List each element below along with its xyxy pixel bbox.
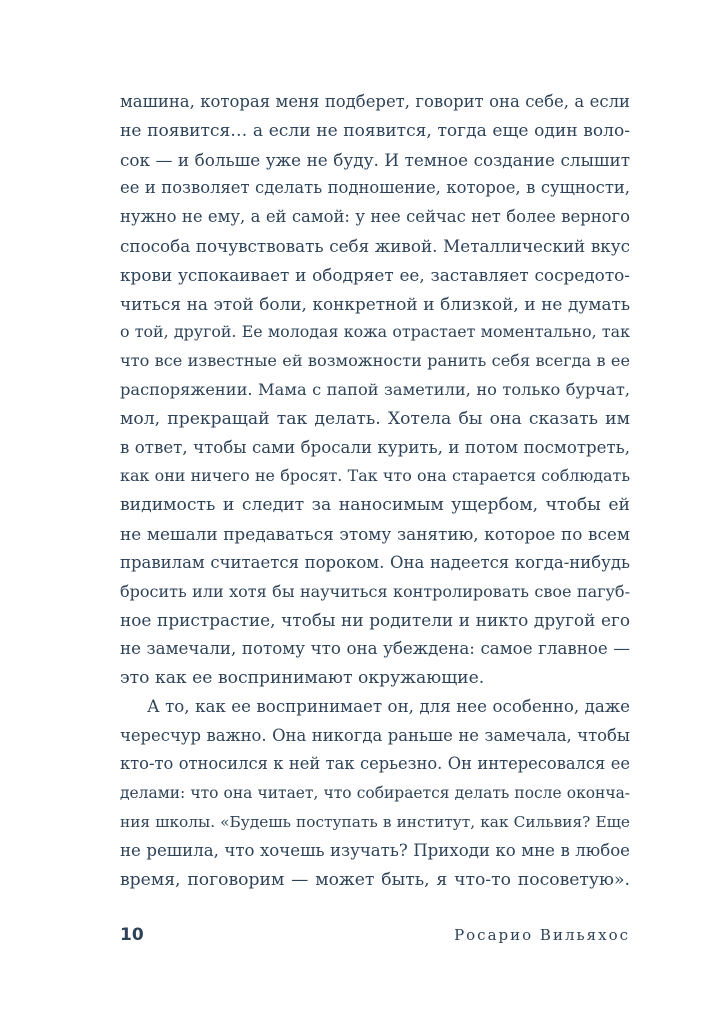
- text-line: это как ее воспринимают окружающие.: [120, 667, 485, 688]
- text-line: время, поговорим — может быть, я что-то посоветую».: [120, 869, 630, 890]
- text-line: не появится… а если не появится, тогда еще один воло-: [120, 120, 630, 141]
- text-line: в ответ, чтобы сами бросали курить, и потом посмотреть,: [120, 437, 630, 457]
- body-text: [120, 88, 630, 894]
- text-line: о той, другой. Ее молодая кожа отрастает моментально, так: [120, 322, 630, 342]
- text-line: не мешали предаваться этому занятию, которое по всем: [120, 523, 630, 544]
- text-line: видимость и следит за наносимым ущербом, чтобы ей: [120, 495, 630, 516]
- text-line: бросить или хотя бы научиться контролировать свое пагуб-: [120, 581, 630, 601]
- text-line: мол, прекращай так делать. Хотела бы она сказать им: [120, 408, 630, 429]
- text-line: не замечали, потому что она убеждена: самое главное —: [120, 639, 630, 659]
- paragraph-1: [120, 88, 630, 693]
- text-line: кто-то относился к ней так серьезно. Он интересовался ее: [120, 754, 630, 774]
- text-line: машина, которая меня подберет, говорит она себе, а если: [120, 92, 630, 111]
- text-line: не решила, что хочешь изучать? Приходи ко мне в любое: [120, 840, 630, 860]
- text-line: что все известные ей возможности ранить себя всегда в ее: [120, 351, 630, 371]
- text-line: ния школы. «Будешь поступать в институт, как Сильвия? Еще: [120, 812, 630, 831]
- text-line: делами: что она читает, что собирается делать после оконча-: [120, 784, 630, 803]
- text-line: распоряжении. Мама с папой заметили, но только бурчат,: [120, 379, 630, 399]
- text-line: ее и позволяет сделать подношение, которое, в сущности,: [120, 178, 630, 198]
- text-line: правилам считается пороком. Она надеется когда-нибудь: [120, 552, 630, 572]
- text-line: способа почувствовать себя живой. Металлический вкус: [120, 235, 630, 256]
- page-number: 10: [120, 925, 144, 945]
- text-line: читься на этой боли, конкретной и близкой, и не думать: [120, 293, 630, 314]
- text-line: как они ничего не бросят. Так что она старается соблюдать: [120, 466, 630, 486]
- text-line: ное пристрастие, чтобы ни родители и никто другой его: [120, 610, 630, 631]
- page-footer: [120, 920, 630, 950]
- text-line: чересчур важно. Она никогда раньше не замечала, чтобы: [120, 725, 630, 745]
- text-line: сок — и больше уже не буду. И темное создание слышит: [120, 149, 630, 170]
- running-head: Росарио Вильяхос: [454, 926, 630, 944]
- text-line: нужно не ему, а ей самой: у нее сейчас нет более верного: [120, 207, 630, 227]
- text-line: А то, как ее воспринимает он, для нее особенно, даже: [147, 696, 630, 716]
- text-line: крови успокаивает и ободряет ее, заставляет сосредото-: [120, 264, 630, 285]
- paragraph-2: [120, 693, 630, 895]
